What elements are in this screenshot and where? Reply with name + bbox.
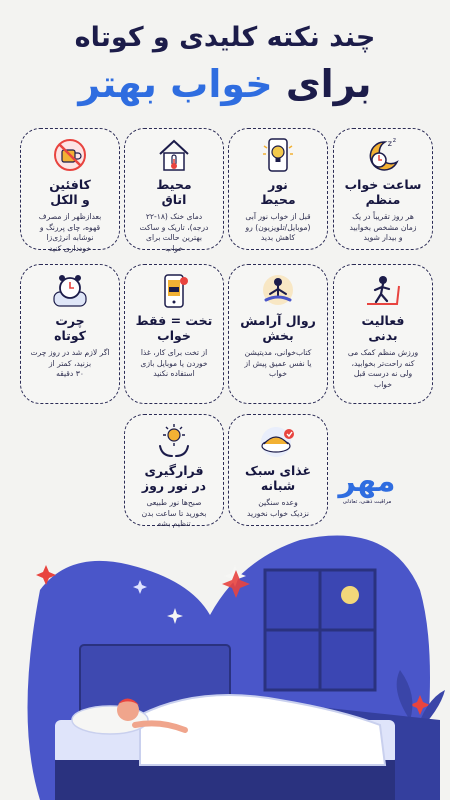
tip-text: ورزش منظم کمک می کنه راحت‌تر بخوابید، ولی نه درست قبل خواب bbox=[347, 348, 419, 389]
no-coffee-icon bbox=[27, 135, 113, 175]
light-meal-icon bbox=[235, 421, 321, 461]
tip-text: قبل از خواب نور آبی (موبایل/تلویزیون) رو کاهش بدید bbox=[245, 212, 311, 242]
tip-title: قرارگیری در نور روز bbox=[141, 463, 207, 493]
tip-title: فعالیت بدنی bbox=[361, 313, 405, 343]
tip-title: محیط اتاق bbox=[156, 177, 192, 207]
brand-logo bbox=[332, 455, 402, 507]
tip-text: بعدازظهر از مصرف قهوه، چای پررنگ و نوشابه انرژی‌زا خودداری کنید bbox=[38, 212, 102, 253]
tip-card-light-dinner bbox=[228, 414, 328, 526]
svg-text:z: z bbox=[387, 139, 392, 148]
tip-card-ambient-light bbox=[228, 128, 328, 250]
light-bulb-icon bbox=[235, 135, 321, 175]
tip-text: وعده سنگین نزدیک خواب نخورید bbox=[246, 498, 309, 518]
title-word-for: برای bbox=[285, 62, 372, 106]
sleep-illustration bbox=[0, 520, 450, 800]
title-better-sleep: خواب بهتر bbox=[78, 62, 273, 106]
sun-hands-icon bbox=[131, 421, 217, 461]
tip-card-daylight-exposure bbox=[124, 414, 224, 526]
page-title-line2 bbox=[0, 62, 450, 106]
house-thermometer-icon bbox=[131, 135, 217, 175]
phone-bed-icon bbox=[131, 271, 217, 311]
meditation-icon bbox=[235, 271, 321, 311]
tip-card-bed-only-sleep bbox=[124, 264, 224, 404]
tip-card-relaxing-routine bbox=[228, 264, 328, 404]
tip-text: صبح‌ها نور طبیعی بخورید تا ساعت بدن تنظیم بشه bbox=[141, 498, 207, 528]
tip-card-caffeine-alcohol bbox=[20, 128, 120, 253]
tip-card-physical-activity bbox=[333, 264, 433, 404]
tip-text: دمای خنک (۱۸-۲۲ درجه)، تاریک و ساکت بهترین حالت برای خواب bbox=[139, 212, 209, 253]
tip-card-short-nap bbox=[20, 264, 120, 404]
tip-card-room-environment bbox=[124, 128, 224, 253]
page-title-line1: چند نکته کلیدی و کوتاه bbox=[74, 22, 376, 53]
tip-title: روال آرامش بخش bbox=[240, 313, 316, 343]
tip-title: غذای سبک شبانه bbox=[244, 463, 312, 493]
tip-title: نور محیط bbox=[260, 177, 296, 207]
svg-text:z: z bbox=[392, 137, 396, 144]
tip-title: چرت کوتاه bbox=[54, 313, 86, 343]
tip-text: کتاب‌خوانی، مدیتیشن یا نفس عمیق پیش از خواب bbox=[244, 348, 312, 378]
tip-text: اگر لازم شد در روز چرت بزنید، کمتر از ۳۰ دقیقه bbox=[30, 348, 110, 378]
logo-main-text: مهر bbox=[338, 464, 396, 499]
alarm-pillow-icon bbox=[27, 271, 113, 311]
tip-card-regular-sleep bbox=[333, 128, 433, 250]
moon-icon bbox=[341, 586, 359, 604]
tip-title: ساعت خواب منظم bbox=[344, 177, 422, 207]
logo-subtitle: مراقبت ذهنی، تعادلی bbox=[342, 499, 392, 505]
moon-clock-icon bbox=[340, 135, 426, 175]
tip-text: هر روز تقریباً در یک زمان مشخص بخوابید و بیدار شوید bbox=[349, 212, 417, 242]
tip-text: از تخت برای کار، غذا خوردن یا موبایل بازی استفاده نکنید bbox=[140, 348, 208, 378]
tip-title: کافئین و الکل bbox=[49, 177, 91, 207]
tip-title: تخت = فقط خواب bbox=[135, 313, 213, 343]
treadmill-icon bbox=[340, 271, 426, 311]
